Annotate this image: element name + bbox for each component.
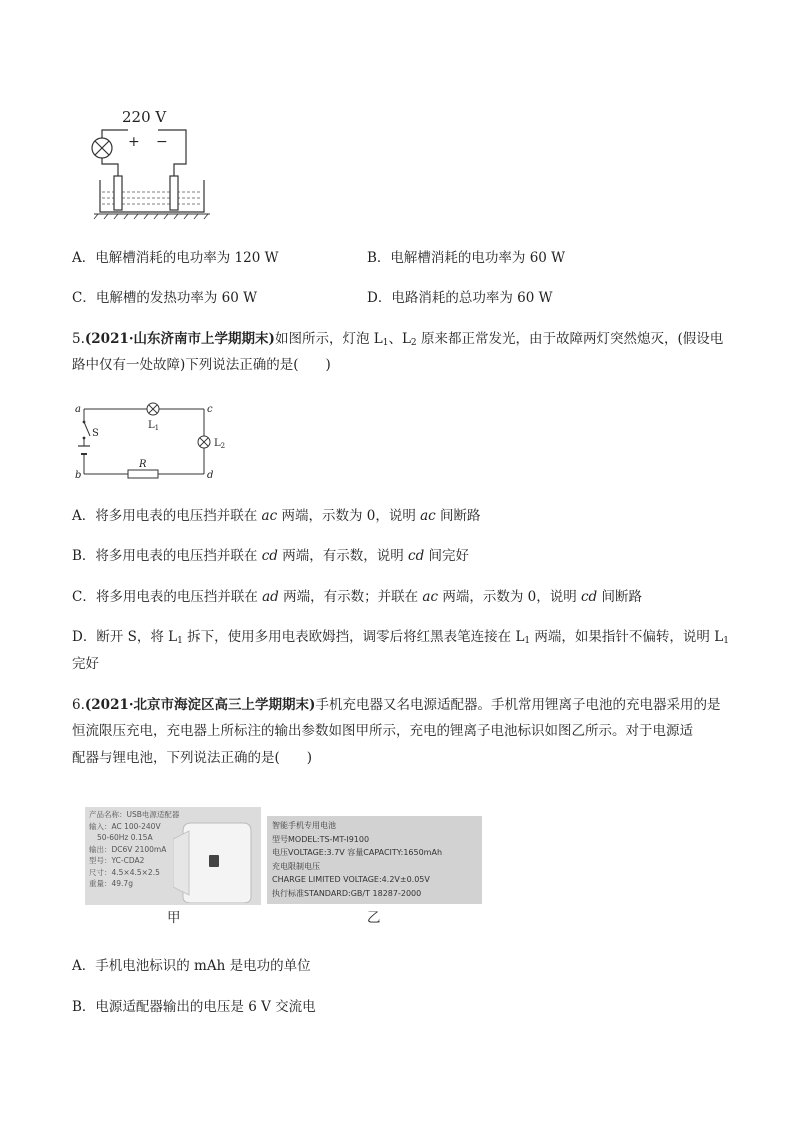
q5-option-b: B．将多用电表的电压挡并联在 cd 两端，有示数，说明 cd 间完好 bbox=[72, 548, 470, 564]
q6-option-b: B．电源适配器输出的电压是 6 V 交流电 bbox=[72, 999, 316, 1015]
resistor-r-label: R bbox=[139, 459, 147, 470]
q5-option-c: C．将多用电表的电压挡并联在 ad 两端，有示数；并联在 ac 两端，示数为 0，说明 cd 间断路 bbox=[72, 589, 642, 605]
q5-option-a: A．将多用电表的电压挡并联在 ac 两端，示数为 0，说明 ac 间断路 bbox=[72, 508, 481, 524]
q5-circuit-diagram bbox=[72, 400, 242, 480]
resistor-r bbox=[128, 470, 158, 478]
l2-label: $L_2$ bbox=[214, 438, 226, 450]
caption-jia: 甲 bbox=[167, 910, 181, 926]
battery-label-photo bbox=[267, 816, 482, 904]
q6-stem-line2: 恒流限压充电，充电器上所标注的输出参数如图甲所示，充电的锂离子电池标识如图乙所示。对于电源适 bbox=[72, 723, 693, 739]
q6-stem-line3: 配器与锂电池，下列说法正确的是( ) bbox=[72, 750, 313, 766]
usb-port-icon bbox=[209, 855, 219, 867]
node-b-label: b bbox=[75, 470, 82, 480]
q6-source: (2021·北京市海淀区高三上学期期末) bbox=[84, 697, 316, 713]
q5-source: (2021·山东济南市上学期期末) bbox=[84, 331, 275, 347]
q6-stem-line1: 6.(2021·北京市海淀区高三上学期期末)手机充电器又名电源适配器。手机常用锂离子电池的充电器采用的是 bbox=[72, 697, 721, 713]
node-d-label: d bbox=[207, 470, 214, 480]
adapter-body bbox=[173, 817, 258, 903]
q5-stem-line1: 5.(2021·山东济南市上学期期末)如图所示，灯泡 $L_1$、$L_2$ 原来都正常发光，由于故障两灯突然熄灭，(假设电 bbox=[72, 331, 724, 348]
adapter-label-text: 产品名称：USB电源适配器 输入：AC 100-240V 50-60Hz 0.15A 输出：DC6V 2100mA 型号：YC-CDA2 尺寸：4.5×4.5×2.5 重量：49.7g bbox=[89, 810, 180, 888]
q5-number: 5. bbox=[72, 331, 85, 347]
caption-yi: 乙 bbox=[367, 910, 381, 926]
electrolysis-figure bbox=[88, 102, 218, 222]
q5-option-d-line1: D．断开 S，将 $L_1$ 拆下，使用多用电表欧姆挡，调零后将红黑表笔连接在 $L_1$ 两端，如果指针不偏转，说明 $L_1$ bbox=[72, 629, 729, 646]
minus-sign: − bbox=[156, 134, 168, 150]
q6-option-a: A．手机电池标识的 mAh 是电功的单位 bbox=[72, 958, 311, 974]
l1-label: $L_1$ bbox=[148, 420, 160, 432]
cathode-electrode bbox=[170, 176, 178, 210]
q5-option-d-line2: 完好 bbox=[72, 656, 99, 672]
plus-sign: + bbox=[128, 134, 140, 150]
node-a-label: a bbox=[75, 404, 81, 415]
adapter-photo bbox=[85, 807, 261, 905]
q4-option-c: C．电解槽的发热功率为 60 W bbox=[72, 290, 257, 306]
node-c-label: c bbox=[207, 404, 213, 415]
q4-option-b: B．电解槽消耗的电功率为 60 W bbox=[367, 250, 566, 266]
switch-s-label: S bbox=[92, 428, 99, 439]
voltage-label: 220 V bbox=[122, 108, 167, 126]
q6-number: 6. bbox=[72, 697, 85, 713]
battery-label-text: 智能手机专用电池 型号MODEL:TS-MT-I9100 电压VOLTAGE:3.7V 容量CAPACITY:1650mAh 充电限制电压 CHARGE LIMITED VOLTAGE:4.2V±0.05V 执行标准STANDARD:GB/T 18287-2000 bbox=[272, 821, 443, 898]
q4-option-d: D．电路消耗的总功率为 60 W bbox=[367, 290, 553, 306]
q4-option-a: A．电解槽消耗的电功率为 120 W bbox=[72, 250, 279, 266]
anode-electrode bbox=[114, 176, 122, 210]
q5-stem-line2: 路中仅有一处故障)下列说法正确的是( ) bbox=[72, 357, 331, 373]
